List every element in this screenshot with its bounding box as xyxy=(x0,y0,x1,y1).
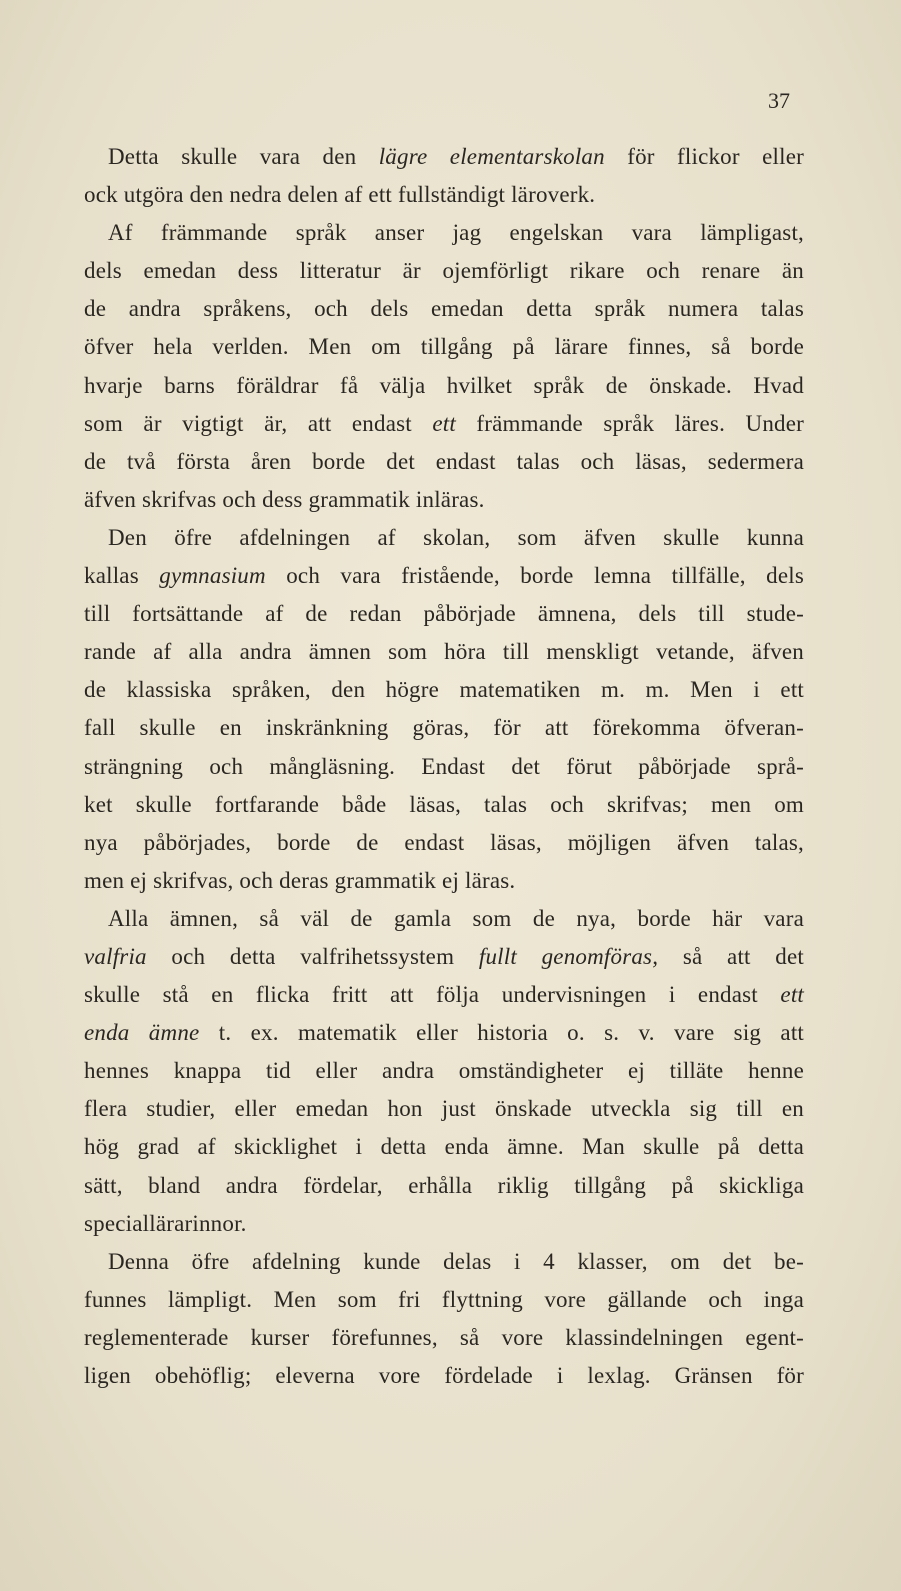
text-line xyxy=(84,481,804,519)
text-line xyxy=(84,176,804,214)
text-run: främmande språk läres. Under xyxy=(455,410,804,436)
text-run: strängning och mångläsning. Endast det förut påbörjade språ- xyxy=(84,753,804,779)
text-run: Den öfre afdelningen af skolan, som äfven skulle kunna xyxy=(108,524,804,550)
page-number: 37 xyxy=(768,88,790,113)
text-line xyxy=(84,1090,804,1128)
text-line xyxy=(84,786,804,824)
text-run: och detta valfrihetssystem xyxy=(146,943,479,969)
italic-text: ett xyxy=(780,982,804,1008)
text-line xyxy=(84,595,804,633)
text-run: de två första åren borde det endast talas och läsas, sedermera xyxy=(84,448,804,474)
text-line xyxy=(84,900,804,938)
text-line xyxy=(84,519,804,557)
italic-text: enda ämne xyxy=(84,1020,200,1046)
text-run: Detta skulle vara den xyxy=(108,144,379,169)
text-run: ligen obehöflig; eleverna vore fördelade i lexlag. Gränsen för xyxy=(84,1363,804,1388)
text-line xyxy=(84,290,804,328)
italic-text: gymnasium xyxy=(159,563,266,589)
text-line xyxy=(84,1167,804,1205)
text-line xyxy=(84,709,804,747)
text-run: öfver hela verlden. Men om tillgång på lärare finnes, så borde xyxy=(84,334,804,360)
text-line xyxy=(84,367,804,405)
text-run: för flickor eller xyxy=(604,144,804,169)
text-run: så att det xyxy=(658,943,804,969)
italic-text: valfria xyxy=(84,943,147,969)
text-line xyxy=(84,1052,804,1090)
text-run: hennes knappa tid eller andra omständigheter ej tilläte henne xyxy=(84,1058,804,1084)
body-text xyxy=(84,138,804,1395)
text-run: ket skulle fortfarande både läsas, talas och skrifvas; men om xyxy=(84,791,804,817)
text-line xyxy=(84,633,804,671)
text-run: till fortsättande af de redan påbörjade ämnena, dels till stude- xyxy=(84,601,804,627)
text-run: dels emedan dess litteratur är ojemförligt rikare och renare än xyxy=(84,258,804,284)
text-line xyxy=(84,824,804,862)
text-line xyxy=(84,443,804,481)
text-run: reglementerade kurser förefunnes, så vore klassindelningen egent- xyxy=(84,1324,804,1350)
text-run: hög grad af skicklighet i detta enda ämne. Man skulle på detta xyxy=(84,1134,804,1160)
text-line xyxy=(84,138,804,176)
text-line xyxy=(84,938,804,976)
text-run: skulle stå en flicka fritt att följa undervisningen i endast xyxy=(84,982,781,1008)
text-run: Denna öfre afdelning kunde delas i 4 klasser, om det be- xyxy=(108,1248,804,1274)
text-line xyxy=(84,1357,804,1395)
text-line xyxy=(84,862,804,900)
text-run: äfven skrifvas och dess grammatik inläras. xyxy=(84,486,485,512)
text-line xyxy=(84,976,804,1014)
italic-text: lägre elementarskolan xyxy=(378,144,605,169)
text-line xyxy=(84,328,804,366)
text-line xyxy=(84,1128,804,1166)
text-line xyxy=(84,1319,804,1357)
text-line xyxy=(84,1281,804,1319)
text-run: funnes lämpligt. Men som fri flyttning vore gällande och inga xyxy=(84,1286,804,1312)
text-run: t. ex. matematik eller historia o. s. v. vare sig att xyxy=(199,1020,805,1046)
text-run: som är vigtigt är, att endast xyxy=(84,410,433,436)
text-run: sätt, bland andra fördelar, erhålla riklig tillgång på skickliga xyxy=(84,1172,804,1198)
text-run: och vara fristående, borde lemna tillfälle, dels xyxy=(265,563,804,589)
text-line xyxy=(84,1014,804,1052)
text-run: de andra språkens, och dels emedan detta språk numera talas xyxy=(84,296,804,322)
italic-text: fullt genomföras, xyxy=(478,943,659,969)
text-run: flera studier, eller emedan hon just önskade utveckla sig till en xyxy=(84,1096,804,1122)
text-run: men ej skrifvas, och deras grammatik ej läras. xyxy=(84,867,516,893)
text-line xyxy=(84,557,804,595)
text-line xyxy=(84,671,804,709)
text-line xyxy=(84,405,804,443)
text-line xyxy=(84,214,804,252)
text-line xyxy=(84,748,804,786)
text-line xyxy=(84,1243,804,1281)
text-run: de klassiska språken, den högre matematiken m. m. Men i ett xyxy=(84,677,804,703)
text-run: nya påbörjades, borde de endast läsas, möjligen äfven talas, xyxy=(84,829,804,855)
text-run: rande af alla andra ämnen som höra till menskligt vetande, äfven xyxy=(84,639,804,665)
italic-text: ett xyxy=(432,410,456,436)
text-run: hvarje barns föräldrar få välja hvilket språk de önskade. Hvad xyxy=(84,372,804,398)
text-run: kallas xyxy=(84,563,160,589)
text-run: fall skulle en inskränkning göras, för att förekomma öfveran- xyxy=(84,715,804,741)
text-run: ock utgöra den nedra delen af ett fullständigt läroverk. xyxy=(84,182,596,208)
text-run: Af främmande språk anser jag engelskan vara lämpligast, xyxy=(108,220,804,246)
text-line xyxy=(84,252,804,290)
text-run: Alla ämnen, så väl de gamla som de nya, borde här vara xyxy=(108,905,804,931)
text-run: speciallärarinnor. xyxy=(84,1210,247,1236)
text-line xyxy=(84,1205,804,1243)
